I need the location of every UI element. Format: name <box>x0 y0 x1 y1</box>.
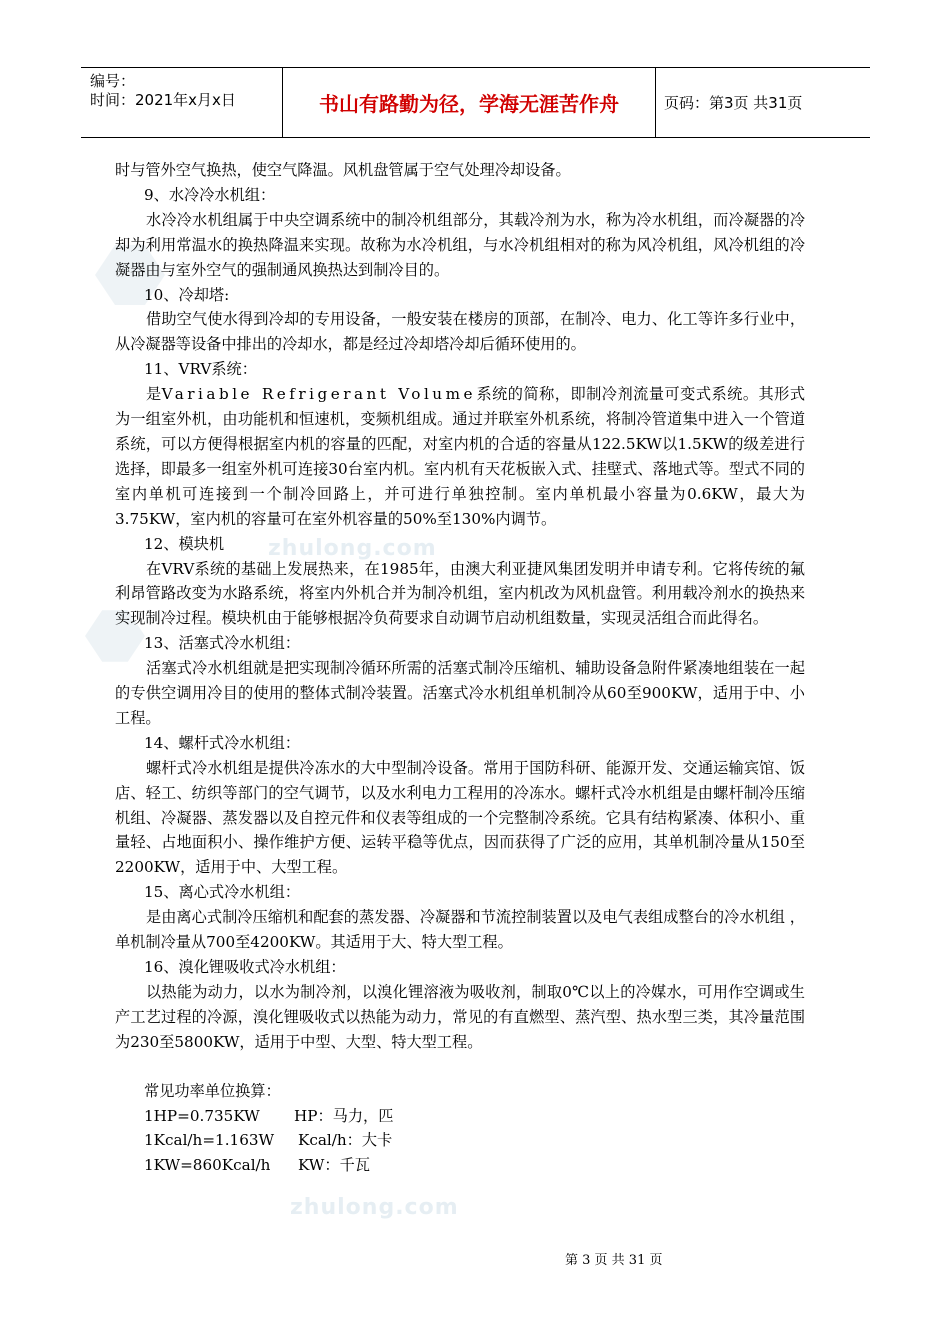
conversion-meaning: Kcal/h：大卡 <box>298 1131 393 1150</box>
paragraph-15: 是由离心式制冷压缩机和配套的蒸发器、冷凝器和节流控制装置以及电气表组成整台的冷水机组 ，单机制冷量从700至4200KW。其适用于大、特大型工程。 <box>115 908 805 952</box>
vrv-full-term: Variable Refrigerant Volume <box>161 385 476 404</box>
paragraph-12: 在VRV系统的基础上发展热来，在1985年，由澳大利亚捷风集团发明并申请专利。它将传统的氟利昂管路改变为水路系统，将室内外机合并为制冷机组，室内机改为风机盘管。利用载冷剂水的换热来实现制冷过程。模块机由于能够根据冷负荷要求自动调节启动机组数量，实现灵活组合而此得名。 <box>115 559 805 628</box>
vrv-prefix: 是 <box>146 385 162 404</box>
paragraph-14: 螺杆式冷水机组是提供冷冻水的大中型制冷设备。常用于国防科研、能源开发、交通运输宾馆、饭店、轻工、纺织等部门的空气调节，以及水利电力工程用的冷冻水。螺杆式冷水机组是由螺杆制冷压缩机组、冷凝器、蒸发器以及自控元件和仪表等组成的一个完整制冷系统。它具有结构紧凑、体积小、重量轻、占地面积小、操作维护方便、运转平稳等优点，因而获得了广泛的应用，其单机制冷量从150至2200KW，适用于中、大型工程。 <box>115 758 805 877</box>
vrv-description: 系统的简称，即制冷剂流量可变式系统。其形式为一组室外机，由功能机和恒速机，变频机组成。通过并联室外机系统，将制冷管道集中进入一个管道系统，可以方便得根据室内机的容量的匹配，对室内机的合适的容量从122.5KW以1.5KW的级差进行选择，即最多一组室外机可连接30台室内机。室内机有天花板嵌入式、挂壁式、落地式等。型式不同的室内单机可连接到一个制冷回路上，并可进行单独控制。室内单机最小容量为0.6KW，最大为3.75KW，室内机的容量可在室外机容量的50%至130%内调节。 <box>115 385 806 528</box>
spacer <box>115 1055 805 1079</box>
conversion-row <box>115 1104 805 1129</box>
paragraph-10: 借助空气使水得到冷却的专用设备，一般安装在楼房的顶部，在制冷、电力、化工等许多行业中，从冷凝器等设备中排出的冷却水，都是经过冷却塔冷却后循环使用的。 <box>115 310 805 354</box>
paragraph-continued: 时与管外空气换热，使空气降温。风机盘管属于空气处理冷却设备。 <box>115 161 571 179</box>
document-body <box>115 158 805 1178</box>
section-heading-14: 14、螺杆式冷水机组： <box>144 733 301 752</box>
conversion-formula: 1Kcal/h=1.163W <box>144 1131 275 1150</box>
conversion-meaning: HP：马力，匹 <box>294 1106 394 1125</box>
date-label: 时间：2021年x月x日 <box>90 91 236 109</box>
section-heading-16: 16、溴化锂吸收式冷水机组： <box>144 958 346 976</box>
section-heading-15: 15、离心式冷水机组： <box>144 883 301 902</box>
header-meta-cell <box>81 68 283 137</box>
conversion-row <box>115 1128 805 1153</box>
conversion-title: 常见功率单位换算： <box>144 1081 281 1100</box>
section-heading-12: 12、模块机 <box>144 534 225 553</box>
section-heading-10: 10、冷却塔: <box>144 285 230 304</box>
conversion-formula: 1HP=0.735KW <box>144 1106 260 1125</box>
conversion-row <box>115 1153 805 1178</box>
paragraph-13: 活塞式冷水机组就是把实现制冷循环所需的活塞式制冷压缩机、辅助设备急附件紧凑地组装在一起的专供空调用冷目的使用的整体式制冷装置。活塞式冷水机组单机制冷从60至900KW，适用于中、小工程。 <box>115 659 805 727</box>
number-label: 编号： <box>90 72 136 90</box>
section-heading-9: 9、水冷冷水机组： <box>144 185 276 204</box>
watermark-text-lower: zhulong.com <box>290 1195 459 1220</box>
paragraph-9: 水冷冷水机组属于中央空调系统中的制冷机组部分，其载冷剂为水，称为冷水机组，而冷凝器的冷却为利用常温水的换热降温来实现。故称为水冷机组，与水冷机组相对的称为风冷机组，风冷机组的冷凝器由与室外空气的强制通风换热达到制冷目的。 <box>115 210 805 279</box>
paragraph-16: 以热能为动力，以水为制冷剂，以溴化锂溶液为吸收剂，制取0℃以上的冷媒水，可用作空调或生产工艺过程的冷源，溴化锂吸收式以热能为动力，常见的有直燃型、蒸汽型、热水型三类，其冷量范围为230至5800KW，适用于中型、大型、特大型工程。 <box>115 982 805 1051</box>
paragraph-11 <box>115 382 805 531</box>
watermark-text: zhulong.com <box>268 536 437 561</box>
page-header <box>81 67 870 138</box>
section-heading-11: 11、VRV系统： <box>144 360 257 379</box>
header-page-info: 页码：第3页 共31页 <box>664 94 803 112</box>
conversion-meaning: KW：千瓦 <box>298 1156 370 1175</box>
page-footer: 第 3 页 共 31 页 <box>565 1253 663 1268</box>
header-motto: 书山有路勤为径，学海无涯苦作舟 <box>283 68 656 137</box>
section-heading-13: 13、活塞式冷水机组： <box>144 634 301 653</box>
conversion-formula: 1KW=860Kcal/h <box>144 1156 271 1175</box>
